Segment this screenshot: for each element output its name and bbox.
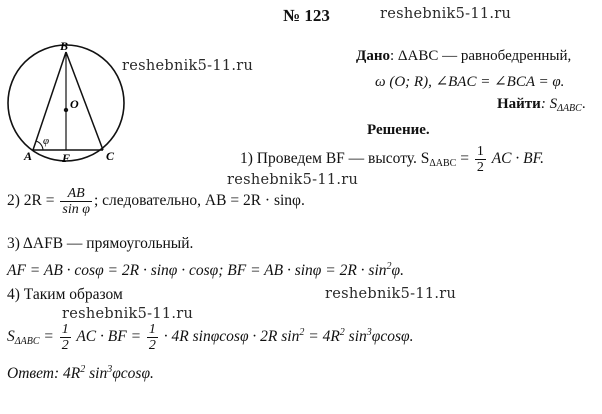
step-4-tail-2: = 4R <box>308 328 340 346</box>
answer-a: : 4R <box>53 365 81 382</box>
step-1-eq: = <box>460 150 469 168</box>
vertex-c-label: C <box>106 149 115 163</box>
given-line-2: ω (O; R), ∠BAC = ∠BCA = φ. <box>375 74 565 90</box>
step-4-eq: = <box>43 328 54 346</box>
step-1-sub: ΔABC <box>429 158 457 170</box>
problem-number: № 123 <box>283 6 330 25</box>
side-ab <box>33 52 66 150</box>
answer-line <box>7 364 154 383</box>
find-end: . <box>581 96 586 112</box>
step-4-tail: · 4R sinφcosφ · 2R sin <box>163 328 300 346</box>
step-1-tail: AC · BF. <box>491 150 544 168</box>
step-4-sub: ΔABC <box>14 336 40 348</box>
step-1-fraction <box>475 144 486 175</box>
find-text: : S <box>540 96 558 112</box>
step-4-sup-2: 2 <box>339 327 345 339</box>
step-1-den: 2 <box>476 160 484 175</box>
foot-f-label: F <box>62 151 71 165</box>
watermark-top: reshebnik5-11.ru <box>380 6 512 22</box>
step-4-formula <box>7 322 413 353</box>
step-1 <box>240 144 544 175</box>
watermark-right: reshebnik5-11.ru <box>325 286 457 302</box>
vertex-b-label: B <box>60 39 69 53</box>
given-triangle-text: : ΔABC — равнобедренный, <box>389 48 572 64</box>
angle-phi-label: φ <box>43 135 50 147</box>
answer-b: sin <box>89 365 108 382</box>
watermark-left: reshebnik5-11.ru <box>62 306 194 322</box>
solution-heading: Решение. <box>367 122 430 138</box>
watermark-middle: reshebnik5-11.ru <box>227 172 359 188</box>
step-4-s: S <box>7 328 15 346</box>
step-4-num-2: 1 <box>148 322 156 337</box>
step-1-text: 1) Проведем BF — высоту. S <box>240 150 430 168</box>
given-label: Дано <box>356 48 390 64</box>
step-4-tail-4: φcosφ. <box>371 328 414 346</box>
step-3-formula-text: AF = AB · cosφ = 2R · sinφ · cosφ; BF = AB · sinφ = 2R · sin <box>7 262 387 279</box>
watermark-figure: reshebnik5-11.ru <box>122 58 254 74</box>
find-sub: ΔABC <box>557 103 582 114</box>
step-4-fraction-2 <box>147 322 158 353</box>
answer-c: φcosφ. <box>112 365 154 382</box>
step-3-end: φ. <box>391 262 404 279</box>
step-3: 3) ΔAFB — прямоугольный. <box>7 235 194 252</box>
step-3-sup: 2 <box>386 261 392 272</box>
find-line <box>497 96 586 114</box>
step-4-sup-3: 3 <box>366 327 372 339</box>
step-2-tail: ; следовательно, AB = 2R · sinφ. <box>93 192 305 210</box>
answer-label: Ответ <box>7 365 54 382</box>
step-4-tail-3: sin <box>348 328 367 346</box>
step-1-num: 1 <box>476 144 484 159</box>
step-2-num: AB <box>60 186 92 202</box>
step-4-mid: AC · BF = <box>76 328 142 346</box>
angle-arc <box>36 141 43 150</box>
step-2-fraction <box>60 186 92 217</box>
vertex-a-label: A <box>24 149 33 163</box>
step-4: 4) Таким образом <box>7 286 123 303</box>
step-4-num-1: 1 <box>61 322 69 337</box>
center-point <box>64 108 68 112</box>
step-3-formula <box>7 261 404 280</box>
circle-triangle-figure <box>0 38 140 168</box>
step-4-fraction-1 <box>60 322 71 353</box>
step-2-text: 2) 2R = <box>7 192 55 210</box>
step-4-den-1: 2 <box>61 338 69 353</box>
step-4-sup-1: 2 <box>299 327 305 339</box>
center-o-label: O <box>70 97 79 111</box>
answer-sup-1: 2 <box>80 364 86 375</box>
given-line-1 <box>356 48 571 65</box>
step-4-den-2: 2 <box>148 338 156 353</box>
step-2-den: sin φ <box>62 202 90 217</box>
find-label: Найти <box>497 96 541 112</box>
step-2 <box>7 186 305 217</box>
answer-sup-2: 3 <box>107 364 113 375</box>
